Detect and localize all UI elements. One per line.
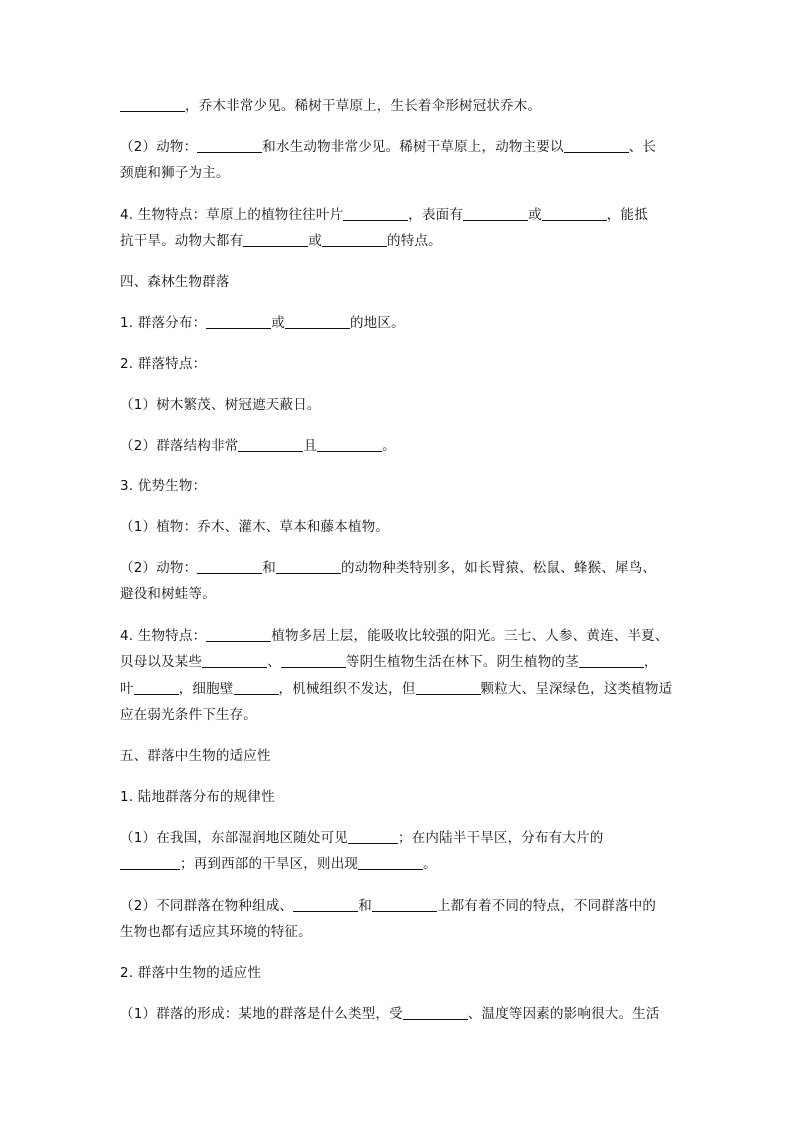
text-line: 3. 优势生物： [120, 478, 207, 494]
text-line: 生物也都有适应其环境的特征。 [120, 924, 312, 940]
answer-blank[interactable] [202, 653, 267, 668]
answer-blank[interactable] [348, 829, 398, 844]
answer-blank[interactable] [285, 314, 350, 329]
answer-blank[interactable] [343, 206, 408, 221]
text-line: ；再到西部的干旱区，则出现 。 [120, 855, 437, 873]
text-line: 应在弱光条件下生存。 [120, 707, 257, 723]
text-line: 避役和树蛙等。 [120, 586, 216, 602]
text-line: （2）群落结构非常 且 。 [120, 438, 396, 454]
text-line: 4. 生物特点： 植物多居上层，能吸收比较强的阳光。三七、人参、黄连、半夏、 [120, 628, 669, 644]
text-line: 2. 群落中生物的适应性 [120, 965, 262, 981]
text-line: （1）群落的形成：某地的群落是什么类型，受 、温度等因素的影响很大。生活 [120, 1006, 660, 1022]
answer-blank[interactable] [281, 653, 346, 668]
answer-blank[interactable] [293, 897, 358, 912]
answer-blank[interactable] [238, 437, 303, 452]
answer-blank[interactable] [206, 627, 271, 642]
section-heading: 五、群落中生物的适应性 [120, 748, 271, 764]
answer-blank[interactable] [564, 138, 629, 153]
text-line: （1）在我国，东部湿润地区随处可见 ；在内陆半干旱区，分布有大片的 [120, 830, 604, 846]
text-line: 4. 生物特点：草原上的植物往往叶片 ，表面有 或 ，能抵 [120, 207, 648, 223]
answer-blank[interactable] [416, 680, 481, 695]
answer-blank[interactable] [579, 653, 644, 668]
answer-blank[interactable] [243, 232, 308, 247]
answer-blank[interactable] [197, 559, 262, 574]
text-line: （2）动物： 和水生动物非常少见。稀树干草原上，动物主要以 、长 [120, 139, 657, 155]
text-line: 贝母以及某些 、 等阴生植物生活在林下。阴生植物的茎 ， [120, 654, 658, 670]
section-heading: 四、森林生物群落 [120, 274, 230, 290]
answer-blank[interactable] [317, 437, 382, 452]
text-line: （2）动物： 和 的动物种类特别多，如长臂猿、松鼠、蜂猴、犀鸟、 [120, 560, 657, 576]
answer-blank[interactable] [120, 97, 185, 112]
answer-blank[interactable] [358, 855, 423, 870]
answer-blank[interactable] [542, 206, 607, 221]
text-line: ，乔木非常少见。稀树干草原上，生长着伞形树冠状乔木。 [120, 97, 541, 115]
text-line: 2. 群落特点： [120, 356, 207, 372]
answer-blank[interactable] [403, 1005, 468, 1020]
answer-blank[interactable] [322, 232, 387, 247]
text-line: 叶 ，细胞壁 ，机械组织不发达，但 颗粒大、呈深绿色，这类植物适 [120, 681, 673, 697]
answer-blank[interactable] [206, 314, 271, 329]
text-line: 1. 群落分布： 或 的地区。 [120, 315, 405, 331]
text-line: （1）树木繁茂、树冠遮天蔽日。 [120, 397, 321, 413]
text-line: 颈鹿和狮子为主。 [120, 165, 230, 181]
answer-blank[interactable] [372, 897, 437, 912]
answer-blank[interactable] [134, 680, 179, 695]
text-line: （2）不同群落在物种组成、 和 上都有着不同的特点，不同群落中的 [120, 898, 657, 914]
answer-blank[interactable] [463, 206, 528, 221]
text-line: 抗干旱。动物大都有 或 的特点。 [120, 233, 442, 249]
text-line: （1）植物：乔木、灌木、草本和藤本植物。 [120, 519, 390, 535]
text-line: 1. 陆地群落分布的规律性 [120, 789, 275, 805]
answer-blank[interactable] [276, 559, 341, 574]
answer-blank[interactable] [234, 680, 279, 695]
answer-blank[interactable] [120, 855, 180, 870]
answer-blank[interactable] [197, 138, 262, 153]
